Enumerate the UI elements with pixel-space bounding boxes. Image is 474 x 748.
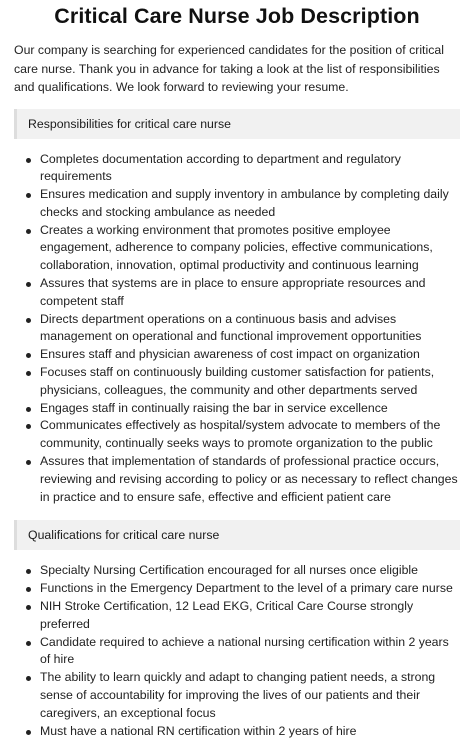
list-item-text: Ensures staff and physician awareness of cost impact on organization: [40, 347, 420, 362]
list-item: [14, 669, 460, 722]
bullet-icon: [26, 424, 31, 429]
qualifications-list: [14, 562, 460, 740]
bullet-icon: [26, 193, 31, 198]
list-item-text: The ability to learn quickly and adapt to changing patient needs, a strong sense of accountability for improving the lives of our patients and their caregivers, an exceptional focus: [40, 670, 436, 720]
list-item: [14, 364, 460, 400]
bullet-icon: [26, 587, 31, 592]
list-item: [14, 453, 460, 506]
list-item-text: Candidate required to achieve a national nursing certification within 2 years of hire: [40, 634, 449, 667]
list-item: [14, 598, 460, 634]
list-item-text: Assures that implementation of standards of professional practice occurs, reviewing and revising according to policy or as necessary to reflect changes in practice and to ensure safe, effective and efficient patient care: [40, 454, 458, 504]
list-item: [14, 400, 460, 418]
bullet-icon: [26, 676, 31, 681]
list-item: [14, 580, 460, 598]
bullet-icon: [26, 371, 31, 376]
list-item: [14, 346, 460, 364]
bullet-icon: [26, 460, 31, 465]
list-item-text: Ensures medication and supply inventory in ambulance by completing daily checks and stocking ambulance as needed: [40, 187, 449, 219]
responsibilities-list: [14, 151, 460, 507]
list-item-text: Engages staff in continually raising the bar in service excellence: [40, 400, 388, 415]
list-item: [14, 311, 460, 347]
bullet-icon: [26, 282, 31, 287]
list-item-text: Must have a national RN certification within 2 years of hire: [40, 723, 357, 738]
bullet-icon: [26, 158, 31, 163]
list-item: [14, 222, 460, 275]
qualifications-heading: Qualifications for critical care nurse: [14, 520, 460, 550]
bullet-icon: [26, 229, 31, 234]
list-item: [14, 186, 460, 222]
list-item-text: NIH Stroke Certification, 12 Lead EKG, Critical Care Course strongly preferred: [40, 599, 414, 631]
list-item: [14, 634, 460, 670]
list-item: [14, 275, 460, 311]
bullet-icon: [26, 605, 31, 610]
responsibilities-heading: Responsibilities for critical care nurse: [14, 109, 460, 139]
list-item-text: Creates a working environment that promotes positive employee engagement, adherence to company policies, effective communications, collaboration, innovation, optimal productivity and continuous learning: [40, 222, 433, 273]
list-item-text: Functions in the Emergency Department to the level of a primary care nurse: [40, 581, 453, 596]
list-item: [14, 417, 460, 453]
list-item-text: Completes documentation according to department and regulatory requirements: [40, 151, 401, 184]
list-item-text: Directs department operations on a continuous basis and advises management on operational and functional improvement opportunities: [40, 311, 422, 344]
bullet-icon: [26, 353, 31, 358]
list-item: [14, 723, 460, 741]
bullet-icon: [26, 641, 31, 646]
list-item-text: Focuses staff on continuously building customer satisfaction for patients, physicians, colleagues, the community and other departments served: [40, 365, 435, 397]
list-item-text: Specialty Nursing Certification encouraged for all nurses once eligible: [40, 563, 418, 578]
bullet-icon: [26, 569, 31, 574]
intro-paragraph: Our company is searching for experienced candidates for the position of critical care nurse. Thank you in advance for taking a look at the list of responsibilities and qualifications. We look forward to reviewing your resume.: [14, 43, 444, 94]
list-item: [14, 151, 460, 187]
list-item-text: Assures that systems are in place to ensure appropriate resources and competent staff: [40, 276, 426, 308]
list-item: [14, 562, 460, 580]
list-item-text: Communicates effectively as hospital/system advocate to members of the community, continually seeks ways to promote organization to the public: [40, 418, 441, 451]
page-title: Critical Care Nurse Job Description: [54, 4, 420, 28]
bullet-icon: [26, 407, 31, 412]
bullet-icon: [26, 318, 31, 323]
bullet-icon: [26, 730, 31, 735]
